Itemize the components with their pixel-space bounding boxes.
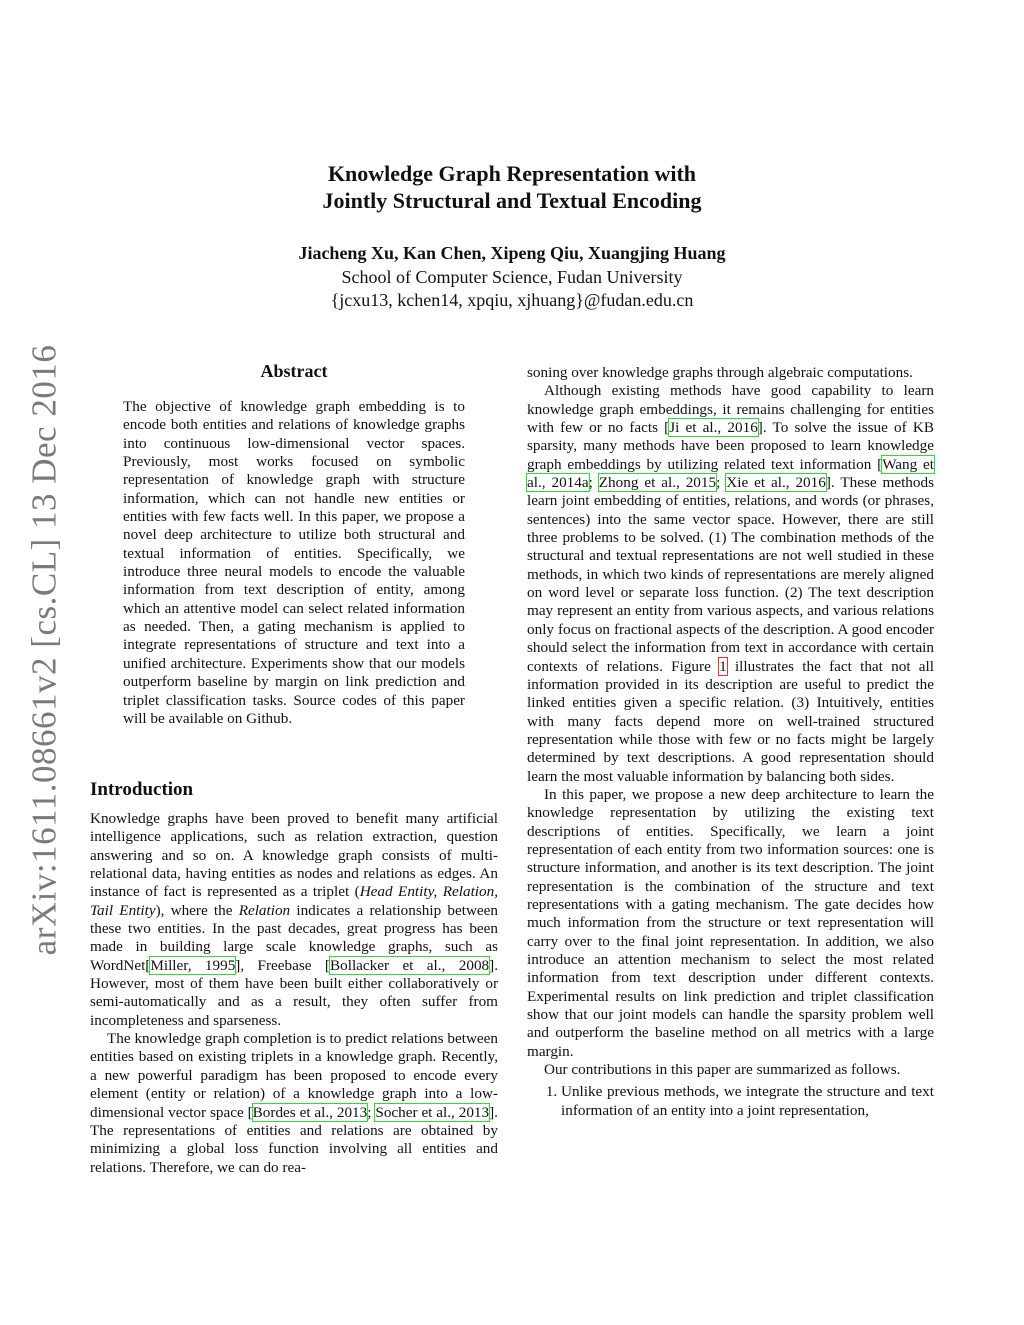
- right-paragraph-continuation: soning over knowledge graphs through algebraic computations.: [527, 364, 913, 381]
- introduction-heading: Introduction: [90, 779, 194, 800]
- text-run: The knowledge graph completion is to predict relations between entities based on existing triplets in a knowledge graph. Recently, a new powerful paradigm has been proposed to encode every element (entity or relation) of a knowledge graph into a low-dimensional vector space [: [90, 1030, 498, 1121]
- left-column-introduction: [90, 810, 498, 1177]
- abstract-body: [123, 398, 465, 728]
- intro-paragraph-2: [90, 1030, 498, 1177]
- title-line-2: Jointly Structural and Textual Encoding: [322, 188, 702, 213]
- text-run: indicates a relationship between these two entities. In the past decades, great progress has been made in building large scale knowledge graphs, such as WordNet[: [90, 901, 498, 974]
- author-block: [150, 242, 874, 313]
- text-run: illustrates the fact that not all information provided in its description are useful to predict the linked entities given a specific relation. (3) Intuitively, entities with many facts depend more on well-trained structured representation while those with few or no facts might be largely determined by text descriptions. A good representation should learn the most valuable information by balancing both sides.: [527, 657, 934, 785]
- right-paragraph-3: Our contributions in this paper are summarized as follows.: [544, 1061, 901, 1079]
- text-run: ), where the: [155, 901, 239, 919]
- arxiv-identifier: [6, 344, 82, 956]
- text-run: ;: [367, 1103, 376, 1121]
- text-run: ;: [588, 474, 599, 492]
- text-run: ], Freebase [: [235, 956, 330, 974]
- citation-link[interactable]: Ji et al., 2016: [669, 419, 758, 437]
- email-addresses: {jcxu13, kchen14, xpqiu, xjhuang}@fudan.edu.cn: [330, 290, 694, 310]
- text-run: ]. To solve the issue of KB sparsity, many methods have been proposed to learn knowledge graph embeddings by utilizing related text information [: [527, 419, 934, 473]
- text-run: Knowledge graphs have been proved to benefit many artificial intelligence applications, such as relation extraction, question answering and so on. A knowledge graph consists of multi-relational data, having entities as nodes and relations as edges. An instance of fact is represented as a triplet (: [90, 810, 498, 901]
- abstract-text: The objective of knowledge graph embedding is to encode both entities and relations of knowledge graphs into continuous low-dimensional vector spaces. Previously, most works focused on symbolic representation of knowledge graph with structure information, which can not handle new entities or entities with few facts well. In this paper, we propose a novel deep architecture to utilize both structural and textual information of entities. Specifically, we introduce three neural models to encode the valuable information from text description of entity, among which an attentive model can select related information as needed. Then, a gating mechanism is applied to integrate representations of structure and text into a unified architecture. Experiments show that our models outperform baseline by margin on link prediction and triplet classification tasks. Source codes of this paper will be available on Github.: [123, 398, 465, 727]
- citation-link[interactable]: Miller, 1995: [150, 956, 236, 974]
- citation-link[interactable]: Bordes et al., 2013: [252, 1103, 368, 1121]
- figure-reference-link[interactable]: 1: [719, 657, 727, 675]
- citation-link[interactable]: Bollacker et al., 2008: [330, 956, 490, 974]
- citation-link[interactable]: Wang et al., 2014a: [527, 455, 934, 492]
- text-run: ]. However, most of them have been built either collaboratively or semi-automatically and as a result, they often suffer from incompleteness and sparseness.: [90, 956, 498, 1029]
- arxiv-identifier-text: arXiv:1611.08661v2 [cs.CL] 13 Dec 2016: [24, 344, 63, 956]
- text-run-italic: Head Entity, Relation, Tail Entity: [90, 883, 498, 919]
- right-paragraph-1: [527, 382, 934, 786]
- contribution-item-1: 1. Unlike previous methods, we integrate the structure and text information of an entity into a joint representation,: [561, 1083, 934, 1120]
- right-column: [527, 364, 934, 1120]
- intro-paragraph-1: [90, 810, 498, 1030]
- right-paragraph-2: In this paper, we propose a new deep architecture to learn the knowledge representation by utilizing the existing text descriptions of entities. Specifically, we learn a joint representation of each entity from two information sources: one is structure information, and another is its text description. The joint representation is the combination of the structure and text representations with a gating mechanism. The gate decides how much information from the structure or text representation will carry over to the final joint representation. In addition, we also introduce an attention mechanism to select the most related information from text description under different contexts. Experimental results on link prediction and triplet classification show that our joint models can handle the sparsity problem well and outperform the baseline method on all metrics with a large margin.: [527, 785, 934, 1060]
- contributions-list: [527, 1083, 934, 1120]
- paper-title: [150, 160, 874, 214]
- citation-link[interactable]: Socher et al., 2013: [375, 1103, 490, 1121]
- citation-link[interactable]: Zhong et al., 2015: [598, 474, 717, 492]
- abstract-heading: Abstract: [260, 361, 328, 381]
- text-run: ;: [716, 474, 727, 492]
- text-run: ]. The representations of entities and relations are obtained by minimizing a global loss function involving all entities and relations. Therefore, we can do rea-: [90, 1103, 498, 1176]
- text-run-italic: Relation: [238, 901, 291, 919]
- affiliation: School of Computer Science, Fudan University: [341, 266, 683, 287]
- text-run: Although existing methods have good capability to learn knowledge graph embeddings, it remains challenging for entities with few or no facts [: [527, 382, 934, 437]
- text-run: ]. These methods learn joint embedding of entities, relations, and words (or phrases, sentences) into the same vector space. However, there are still three problems to be solved. (1) The combination methods of the structural and textual representations are not well studied in these methods, in which two kinds of representations are merely aligned on word level or separate loss function. (2) The text description may represent an entity from various aspects, and various relations only focus on fractional aspects of the description. A good encoder should select the information from text in accordance with certain contexts of relations. Figure: [527, 474, 935, 675]
- citation-link[interactable]: Xie et al., 2016: [726, 474, 826, 492]
- author-names: Jiacheng Xu, Kan Chen, Xipeng Qiu, Xuangjing Huang: [298, 243, 726, 263]
- title-line-1: Knowledge Graph Representation with: [327, 161, 697, 186]
